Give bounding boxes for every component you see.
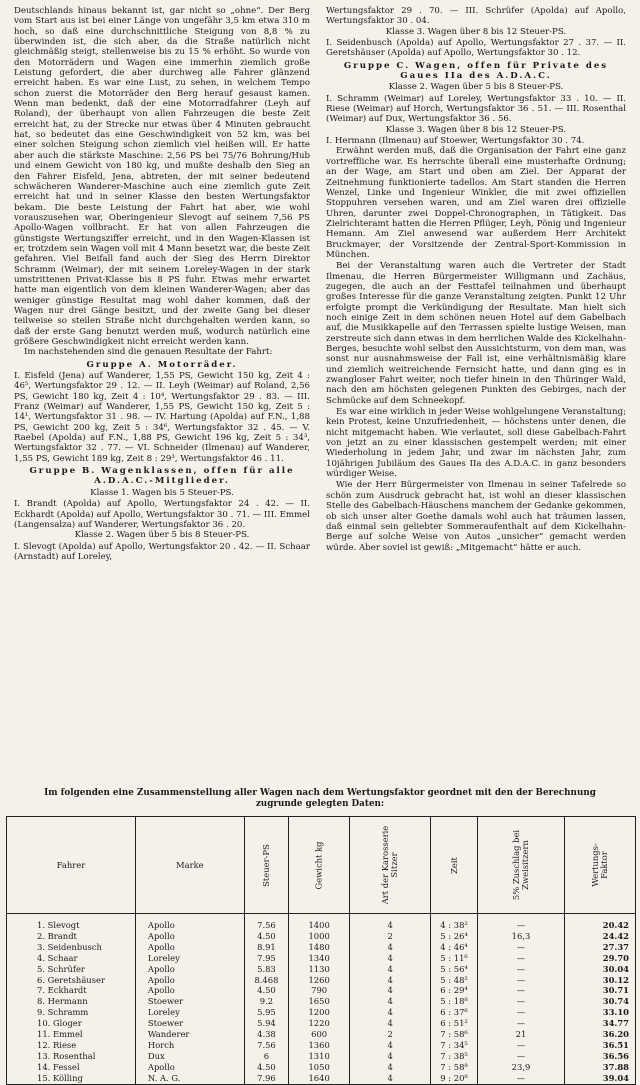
text-paragraph: I. Brandt (Apolda) auf Apollo, Wertungsfaktor 24 . 42. — II. Eckhardt (Apolda) auf Apollo, Wertungsfaktor 30 . 71. — III. Emmel (Langensalza) auf Wanderer, Wertungsfaktor 36 . 20. [14, 499, 310, 530]
header-fahrer: Fahrer [7, 817, 136, 914]
cell-wertungsfaktor: 37.88 [564, 1062, 635, 1073]
cell-marke: Horch [135, 1040, 244, 1051]
cell-marke: Loreley [135, 1007, 244, 1018]
cell-sitzer: 4 [350, 1007, 431, 1018]
text-paragraph: Bei der Veranstaltung waren auch die Vertreter der Stadt Ilmenau, die Herren Bürgermeister Willigmann und Zachäus, zugegen, die auch an der Festtafel teilnahmen und überhaupt großes Interesse für die ganze Veranstaltung zeigten. Punkt 12 Uhr erfolgte prompt die Verkündigung der Resultate. Man hielt sich noch einige Zeit in dem schönen neuen Hotel auf dem Gabelbach auf, die Musikkapelle auf den Terrassen spielte lustige Weisen, man zerstreute sich dann etwas in dem herrlichen Walde des Kickelhahn-Berges, besuchte wohl selbst den Aussichtsturm, von dem man, was sonst nur ausnahmsweise der Fall ist, eine verhältnismäßig klare und ziemlich weitreichende Fernsicht hatte, und dann ging es in zwangloser Fahrt weiter, noch tiefer hinein in den Thüringer Wald, nach den am höchsten gelegenen Punkten des Gebirges, nach der Schmücke auf dem Schneekopf. [326, 261, 626, 406]
cell-zuschlag: — [477, 996, 564, 1007]
cell-marke: Apollo [135, 942, 244, 953]
cell-marke: Stoewer [135, 1018, 244, 1029]
text-paragraph: Klasse 2. Wagen über 5 bis 8 Steuer-PS. [74, 530, 250, 541]
cell-steuer-ps: 5.95 [244, 1007, 288, 1018]
cell-zeit: 7 : 58⁸ [431, 1062, 478, 1073]
cell-wertungsfaktor: 20.42 [564, 920, 635, 931]
cell-zeit: 9 : 20⁸ [431, 1073, 478, 1084]
cell-wertungsfaktor: 36.51 [564, 1040, 635, 1051]
cell-marke: Dux [135, 1051, 244, 1062]
cell-steuer-ps: 5.94 [244, 1018, 288, 1029]
cell-zuschlag: — [477, 964, 564, 975]
text-paragraph: Es war eine wirklich in jeder Weise wohlgelungene Veranstaltung; kein Protest, keine Unzufriedenheit, — höchstens unter denen, die nicht mitgemacht haben. Wie verlautet, soll diese Gabelbach-Fahrt von jetzt an zu einer klassischen gestempelt werden; mit einer Wiederholung in jedem Jahr, und zwar im nächsten Jahr, zum 10jährigen Jubiläum des Gaues IIa des A.D.A.C. in ganz besonders würdiger Weise. [326, 407, 626, 480]
cell-marke: Apollo [135, 985, 244, 996]
cell-gewicht: 1400 [289, 920, 350, 931]
cell-zeit: 7 : 34⁵ [431, 1040, 478, 1051]
cell-marke: Apollo [135, 920, 244, 931]
cell-gewicht: 1480 [289, 942, 350, 953]
cell-wertungsfaktor: 34.77 [564, 1018, 635, 1029]
cell-zeit: 5 : 18⁸ [431, 996, 478, 1007]
cell-gewicht: 1260 [289, 975, 350, 986]
cell-sitzer: 4 [350, 1062, 431, 1073]
cell-gewicht: 600 [289, 1029, 350, 1040]
cell-marke: Loreley [135, 953, 244, 964]
cell-zeit: 4 : 38² [431, 920, 478, 931]
text-paragraph: Deutschlands hinaus bekannt ist, gar nicht so „ohne“. Der Berg vom Start aus ist bei einer Länge von ungefähr 3,5 km etwa 310 m hoch, so daß eine durchschnittliche Steigung von 8,8 % zu überwinden ist, die sich aber, da die Straße natürlich nicht gleichmäßig steigt, stellenweise bis zu 15 % erhöht. So wurde von den Motorrädern und Wagen eine immerhin ziemlich große Leistung gefordert, die aber durchweg alle Fahrer glänzend erreicht haben. Es war eine Lust, zu sehen, in welchem Tempo schon zuerst die Motorräder den Berg herauf gesaust kamen. Wenn man bedenkt, daß der eine Motorradfahrer (Leyh auf Roland), der überhaupt von allen Fahrzeugen die beste Zeit erreicht hat, zu der Strecke nur etwas über 4 Minuten gebraucht hat, so bedeutet das eine Geschwindigkeit von 52 km, was bei einer solchen Steigung schon ziemlich viel heißen will. Er hatte aber auch die stärkste Maschine: 2,56 PS bei 75/76 Bohrung/Hub und einem Gewicht von 180 kg, und mußte deshalb den Sieg an den Fahrer Eisfeld, Jena, abtreten, der mit seiner bedeutend schwächeren Wanderer-Maschine auch eine ziemlich gute Zeit erreicht hat und in seiner Klasse den besten Wertungsfaktor bekam. Die beste Leistung der Fahrt hat aber, wie wohl vorauszusehen war, Oberingenieur Slevogt auf seinem 7,56 PS Apollo-Wagen vollbracht. Er hat von allen Fahrzeugen die günstigste Wertungsziffer erreicht, und in den Wagen-Klassen ist er, trotzdem sein Wagen voll mit 4 Mann besetzt war, die beste Zeit gefahren. Viel Beifall fand auch der Sieg des Herrn Direktor Schramm (Weimar), der mit seinem Loreley-Wagen in der stark umstrittenen Privat-Klasse bis 8 PS fuhr. Etwas mehr erwartet hatte man eigentlich von dem kleinen Wanderer-Wagen; aber das weniger günstige Resultat mag wohl daher kommen, daß der Wagen nur drei Gänge besitzt, und der zweite Gang bei dieser teilweise so steilen Straße nicht durchgehalten werden kann, so daß der erste Gang benutzt werden muß, wodurch natürlich eine größere Geschwindigkeit nicht erreicht werden kann. [14, 6, 310, 347]
cell-zuschlag: — [477, 1040, 564, 1051]
table-row [7, 1073, 636, 1084]
cell-sitzer: 4 [350, 1051, 431, 1062]
cell-zeit: 5 : 56⁴ [431, 964, 478, 975]
text-paragraph: Klasse 3. Wagen über 8 bis 12 Steuer-PS. [385, 26, 567, 37]
cell-gewicht: 1650 [289, 996, 350, 1007]
cell-marke: Apollo [135, 964, 244, 975]
cell-zuschlag: 16,3 [477, 931, 564, 942]
header-marke: Marke [135, 817, 244, 914]
cell-fahrer: 2. Brandt [7, 931, 136, 942]
cell-steuer-ps: 9.2 [244, 996, 288, 1007]
table-row [7, 931, 636, 942]
text-paragraph: I. Schramm (Weimar) auf Loreley, Wertungsfaktor 33 . 10. — II. Riese (Weimar) auf Horch, Wertungsfaktor 36 . 51. — III. Rosenthal (Weimar) auf Dux, Wertungsfaktor 36 . 56. [326, 93, 626, 125]
cell-steuer-ps: 4.50 [244, 985, 288, 996]
cell-zuschlag: — [477, 1073, 564, 1084]
cell-zeit: 6 : 51² [431, 1018, 478, 1029]
cell-steuer-ps: 5.83 [244, 964, 288, 975]
table-header-row [7, 817, 636, 914]
cell-gewicht: 1340 [289, 953, 350, 964]
cell-marke: Apollo [135, 1062, 244, 1073]
cell-steuer-ps: 6 [244, 1051, 288, 1062]
table-row [7, 1062, 636, 1073]
cell-zeit: 7 : 58⁶ [431, 1029, 478, 1040]
text-paragraph: I. Hermann (Ilmenau) auf Stoewer, Wertungsfaktor 30 . 74. [326, 136, 585, 147]
cell-fahrer: 14. Fessel [7, 1062, 136, 1073]
text-paragraph: Klasse 3. Wagen über 8 bis 12 Steuer-PS. [385, 124, 567, 135]
table-row [7, 920, 636, 931]
cell-wertungsfaktor: 24.42 [564, 931, 635, 942]
cell-steuer-ps: 7.56 [244, 920, 288, 931]
left-text-column [14, 6, 310, 562]
cell-gewicht: 1640 [289, 1073, 350, 1084]
cell-zeit: 6 : 37⁶ [431, 1007, 478, 1018]
cell-sitzer: 2 [350, 1029, 431, 1040]
text-paragraph: I. Slevogt (Apolda) auf Apollo, Wertungsfaktor 20 . 42. — II. Schaar (Arnstadt) auf Loreley, [14, 541, 310, 562]
cell-wertungsfaktor: 30.12 [564, 975, 635, 986]
text-paragraph: Wertungsfaktor 29 . 70. — III. Schrüfer (Apolda) auf Apollo, Wertungsfaktor 30 . 04. [326, 6, 626, 27]
cell-zeit: 5 : 48² [431, 975, 478, 986]
cell-steuer-ps: 4.50 [244, 1062, 288, 1073]
cell-steuer-ps: 4.50 [244, 931, 288, 942]
cell-sitzer: 4 [350, 953, 431, 964]
table-row [7, 964, 636, 975]
cell-sitzer: 4 [350, 996, 431, 1007]
table-intro: Im folgenden eine Zusammenstellung aller Wagen nach dem Wertungsfaktor geordnet mit den der Berechnung zugrunde gelegten Daten: [44, 788, 596, 809]
header-zuschlag: 5% Zuschlag bei Zweisitzern [477, 817, 564, 914]
table-row [7, 1040, 636, 1051]
cell-fahrer: 5. Schrüfer [7, 964, 136, 975]
header-steuer-ps: Steuer-PS [244, 817, 288, 914]
cell-steuer-ps: 4.38 [244, 1029, 288, 1040]
cell-sitzer: 4 [350, 1018, 431, 1029]
right-text-column [326, 6, 626, 554]
cell-steuer-ps: 8.468 [244, 975, 288, 986]
cell-wertungsfaktor: 30.71 [564, 985, 635, 996]
cell-zuschlag: — [477, 1018, 564, 1029]
table-row [7, 1029, 636, 1040]
cell-steuer-ps: 7.96 [244, 1073, 288, 1084]
cell-zuschlag: 21 [477, 1029, 564, 1040]
cell-gewicht: 1360 [289, 1040, 350, 1051]
cell-marke: Stoewer [135, 996, 244, 1007]
cell-zeit: 5 : 26⁴ [431, 931, 478, 942]
table-row [7, 1018, 636, 1029]
cell-steuer-ps: 7.95 [244, 953, 288, 964]
cell-fahrer: 10. Gloger [7, 1018, 136, 1029]
text-paragraph: Im nachstehenden sind die genauen Resultate der Fahrt: [24, 347, 273, 358]
cell-sitzer: 4 [350, 975, 431, 986]
cell-zuschlag: — [477, 975, 564, 986]
cell-zuschlag: — [477, 1051, 564, 1062]
cell-zeit: 5 : 11⁶ [431, 953, 478, 964]
cell-fahrer: 9. Schramm [7, 1007, 136, 1018]
cell-wertungsfaktor: 30.74 [564, 996, 635, 1007]
cell-sitzer: 4 [350, 1073, 431, 1084]
header-zeit: Zeit [431, 817, 478, 914]
cell-zeit: 7 : 38⁵ [431, 1051, 478, 1062]
text-paragraph: Klasse 1. Wagen bis 5 Steuer-PS. [90, 487, 234, 498]
cell-zuschlag: — [477, 953, 564, 964]
cell-wertungsfaktor: 39.04 [564, 1073, 635, 1084]
cell-gewicht: 1000 [289, 931, 350, 942]
cell-gewicht: 1200 [289, 1007, 350, 1018]
cell-wertungsfaktor: 30.04 [564, 964, 635, 975]
header-wertungsfaktor: Wertungs-Faktor [564, 817, 635, 914]
cell-zeit: 6 : 29⁴ [431, 985, 478, 996]
cell-zuschlag: 23,9 [477, 1062, 564, 1073]
cell-gewicht: 1310 [289, 1051, 350, 1062]
table-row [7, 953, 636, 964]
cell-fahrer: 15. Kölling [7, 1073, 136, 1084]
results-table [6, 816, 636, 1085]
table-row [7, 985, 636, 996]
cell-fahrer: 7. Eckhardt [7, 985, 136, 996]
header-karosserie: Art der Karosserie Sitzer [350, 817, 431, 914]
cell-sitzer: 4 [350, 1040, 431, 1051]
cell-zuschlag: — [477, 920, 564, 931]
cell-fahrer: 12. Riese [7, 1040, 136, 1051]
cell-wertungsfaktor: 27.37 [564, 942, 635, 953]
section-heading: Gruppe A. Motorräder. [86, 359, 238, 370]
cell-wertungsfaktor: 36.56 [564, 1051, 635, 1062]
table-row [7, 975, 636, 986]
text-paragraph: I. Seidenbusch (Apolda) auf Apollo, Wertungsfaktor 27 . 37. — II. Geretshäuser (Apolda) auf Apollo, Wertungsfaktor 30 . 12. [326, 38, 626, 59]
cell-sitzer: 4 [350, 942, 431, 953]
cell-fahrer: 3. Seidenbusch [7, 942, 136, 953]
cell-sitzer: 4 [350, 964, 431, 975]
cell-zeit: 4 : 46⁴ [431, 942, 478, 953]
cell-steuer-ps: 8.91 [244, 942, 288, 953]
section-heading: Gruppe C. Wagen, offen für Private des Gaues IIa des A.D.A.C. [343, 60, 609, 82]
table-row [7, 996, 636, 1007]
cell-sitzer: 4 [350, 920, 431, 931]
table-row [7, 942, 636, 953]
cell-gewicht: 1130 [289, 964, 350, 975]
cell-zuschlag: — [477, 985, 564, 996]
cell-fahrer: 11. Emmel [7, 1029, 136, 1040]
cell-wertungsfaktor: 29.70 [564, 953, 635, 964]
cell-gewicht: 790 [289, 985, 350, 996]
cell-gewicht: 1050 [289, 1062, 350, 1073]
text-paragraph: Erwähnt werden muß, daß die Organisation der Fahrt eine ganz vortreffliche war. Es herrschte überall eine musterhafte Ordnung; an der Wage, am Start und oben am Ziel. Der Apparat der Zeitnehmung funktionierte tadellos. Am Start standen die Herren Wenzel, Linke und Ingenieur Winkler, die mit zwei offiziellen Stoppuhren versehen waren, und am Ziel waren drei offizielle Uhren, darunter zwei Doppel-Chronographen, in Tätigkeit. Das Zielrichteramt hatten die Herren Pflüger, Leyh, Pönig und Ingenieur Hemann. Am Ziel anwesend war außerdem Herr Architekt Bruckmayer, der Vorsitzende der Zentral-Sport-Kommission in München. [326, 146, 626, 260]
cell-zuschlag: — [477, 942, 564, 953]
cell-gewicht: 1220 [289, 1018, 350, 1029]
section-heading: Gruppe B. Wagenklassen, offen für alle A.D.A.C.-Mitglieder. [29, 466, 295, 487]
header-gewicht: Gewicht kg [289, 817, 350, 914]
cell-sitzer: 4 [350, 985, 431, 996]
cell-marke: Apollo [135, 975, 244, 986]
table-row [7, 1007, 636, 1018]
text-paragraph: I. Eisfeld (Jena) auf Wanderer, 1,55 PS, Gewicht 150 kg, Zeit 4 : 46⁵, Wertungsfaktor 29 . 12. — II. Leyh (Weimar) auf Roland, 2,56 PS, Gewicht 180 kg, Zeit 4 : 10⁴, Wertungsfaktor 29 . 83. — III. Franz (Weimar) auf Wanderer, 1,55 PS, Gewicht 150 kg, Zeit 5 : 14¹, Wertungsfaktor 31 . 98. — IV. Hartung (Apolda) auf F.N., 1,88 PS, Gewicht 200 kg, Zeit 5 : 34⁶, Wertungsfaktor 32 . 45. — V. Raebel (Apolda) auf F.N., 1,88 PS, Gewicht 196 kg, Zeit 5 : 34³, Wertungsfaktor 32 . 77. — VI. Schneider (Ilmenau) auf Wanderer, 1,55 PS, Gewicht 189 kg, Zeit 8 : 29³, Wertungsfaktor 46 . 11. [14, 371, 310, 464]
cell-fahrer: 6. Geretshäuser [7, 975, 136, 986]
cell-fahrer: 8. Hermann [7, 996, 136, 1007]
cell-fahrer: 4. Schaar [7, 953, 136, 964]
text-paragraph: Klasse 2. Wagen über 5 bis 8 Steuer-PS. [388, 82, 564, 93]
cell-fahrer: 13. Rosenthal [7, 1051, 136, 1062]
cell-wertungsfaktor: 36.20 [564, 1029, 635, 1040]
cell-marke: Apollo [135, 931, 244, 942]
cell-marke: N. A. G. [135, 1073, 244, 1084]
cell-wertungsfaktor: 33.10 [564, 1007, 635, 1018]
cell-sitzer: 2 [350, 931, 431, 942]
cell-steuer-ps: 7.56 [244, 1040, 288, 1051]
table-row [7, 1051, 636, 1062]
cell-fahrer: 1. Slevogt [7, 920, 136, 931]
cell-zuschlag: — [477, 1007, 564, 1018]
text-paragraph: Wie der Herr Bürgermeister von Ilmenau in seiner Tafelrede so schön zum Ausdruck gebracht hat, ist wohl an dieser klassischen Stelle des Gabelbach-Häuschens manchem der Gedanke gekommen, ob sich unser alter Goethe damals wohl auch hat träumen lassen, daß einmal sein geliebter Sommeraufenthalt auf dem Kickelhahn-Berge auf solche Weise von Autos „unsicher“ gemacht werden würde. Aber soviel ist gewiß: „Mitgemacht“ hätte er auch. [326, 480, 626, 553]
cell-marke: Wanderer [135, 1029, 244, 1040]
